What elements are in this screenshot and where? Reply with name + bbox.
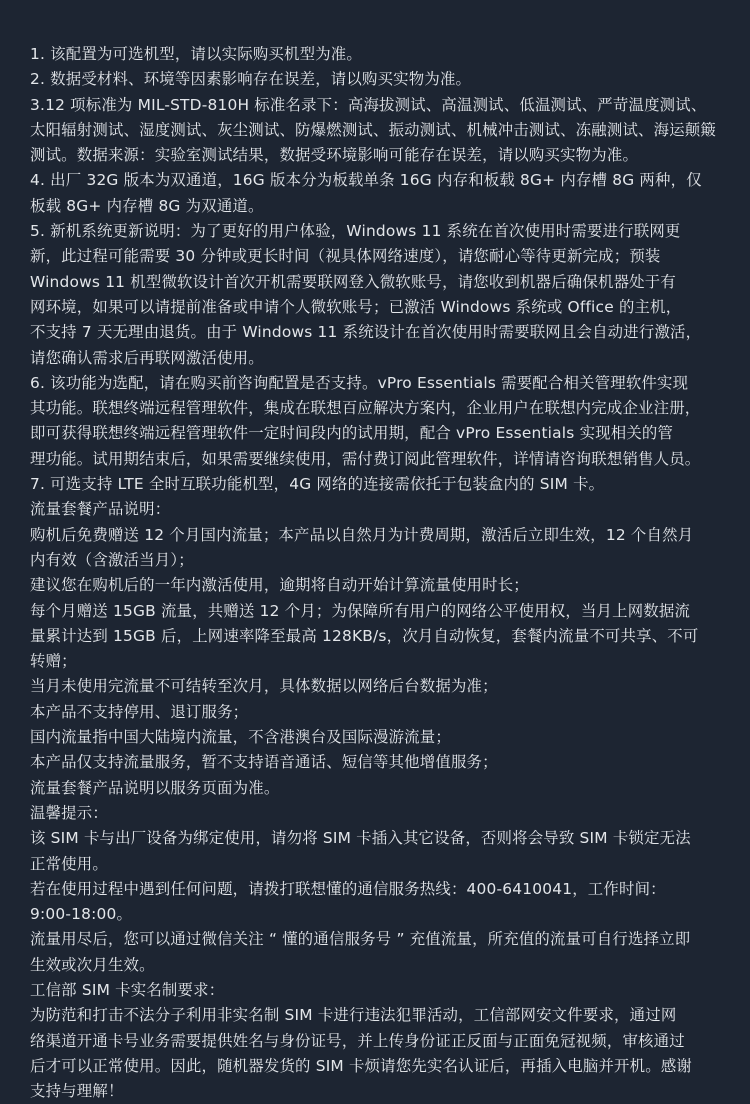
note-line: 后才可以正常使用。因此，随机器发货的 SIM 卡烦请您先实名认证后，再插入电脑并开机。感谢 [30,1056,692,1075]
note-line: 9:00-18:00。 [30,905,133,924]
note-line: 新，此过程可能需要 30 分钟或更长时间（视具体网络速度），请您耐心等待更新完成；预装 [30,247,661,266]
note-line: 流量套餐产品说明以服务页面为准。 [30,778,280,797]
note-line: 不支持 7 天无理由退货。由于 Windows 11 系统设计在首次使用时需要联网且会自动进行激活， [30,323,702,342]
note-line: 生效或次月生效。 [30,955,155,974]
note-line: 该 SIM 卡与出厂设备为绑定使用，请勿将 SIM 卡插入其它设备，否则将会导致 SIM 卡锁定无法 [30,829,691,848]
note-line: 4. 出厂 32G 版本为双通道，16G 版本分为板载单条 16G 内存和板载 8G+ 内存槽 8G 两种，仅 [30,171,702,190]
note-line: 当月未使用完流量不可结转至次月，具体数据以网络后台数据为准； [30,677,498,696]
note-line: 建议您在购机后的一年内激活使用，逾期将自动开始计算流量使用时长； [30,576,529,595]
note-line: 测试。数据来源：实验室测试结果，数据受环境影响可能存在误差，请以购买实物为准。 [30,146,639,165]
note-line: 即可获得联想终端远程管理软件一定时间段内的试用期，配合 vPro Essentials 实现相关的管 [30,424,674,443]
note-line: 转赠； [30,652,77,671]
note-line: 工信部 SIM 卡实名制要求： [30,980,225,999]
note-line: 本产品仅支持流量服务，暂不支持语音通话、短信等其他增值服务； [30,753,498,772]
note-line: 5. 新机系统更新说明：为了更好的用户体验，Windows 11 系统在首次使用时需要进行联网更 [30,222,681,241]
note-line: 6. 该功能为选配，请在购买前咨询配置是否支持。vPro Essentials 需要配合相关管理软件实现 [30,373,689,392]
note-line: 国内流量指中国大陆境内流量，不含港澳台及国际漫游流量； [30,728,451,747]
note-line: 每个月赠送 15GB 流量，共赠送 12 个月；为保障所有用户的网络公平使用权，当月上网数据流 [30,601,691,620]
note-line: 请您确认需求后再联网激活使用。 [30,348,264,367]
note-line: 正常使用。 [30,854,108,873]
note-line: 购机后免费赠送 12 个月国内流量；本产品以自然月为计费周期，激活后立即生效，12 个自然月 [30,525,694,544]
note-line: 络渠道开通卡号业务需要提供姓名与身份证号，并上传身份证正反面与正面免冠视频，审核通过 [30,1031,685,1050]
note-line: 量累计达到 15GB 后，上网速率降至最高 128KB/s，次月自动恢复，套餐内流量不可共享、不可 [30,626,699,645]
note-line: 1. 该配置为可选机型，请以实际购买机型为准。 [30,45,362,63]
note-line: 温馨提示： [30,803,108,822]
note-line: 支持与理解！ [30,1082,124,1101]
note-line: Windows 11 机型微软设计首次开机需要联网登入微软账号，请您收到机器后确保机器处于有 [30,272,676,291]
note-line: 其功能。联想终端远程管理软件，集成在联想百应解决方案内，企业用户在联想内完成企业注册， [30,399,701,418]
note-line: 流量用尽后，您可以通过微信关注 “ 懂的通信服务号 ” 充值流量，所充值的流量可自行选择立即 [30,930,691,949]
note-line: 若在使用过程中遇到任何问题，请拨打联想懂的通信服务热线：400-6410041，工作时间： [30,879,666,898]
note-line: 板载 8G+ 内存槽 8G 为双通道。 [30,196,264,215]
note-line: 3.12 项标准为 MIL-STD-810H 标准名录下：高海拔测试、高温测试、低温测试、严苛温度测试、 [30,95,707,114]
note-line: 流量套餐产品说明： [30,500,171,519]
note-line: 网环境，如果可以请提前准备或申请个人微软账号；已激活 Windows 系统或 Office 的主机， [30,297,682,316]
note-line: 太阳辐射测试、湿度测试、灰尘测试、防爆燃测试、振动测试、机械冲击测试、冻融测试、海运颠簸 [30,120,716,139]
note-line: 2. 数据受材料、环境等因素影响存在误差，请以购买实物为准。 [30,70,472,89]
note-line: 内有效（含激活当月）； [30,550,194,569]
note-line: 7. 可选支持 LTE 全时互联功能机型，4G 网络的连接需依托于包装盒内的 SIM 卡。 [30,475,605,494]
note-line: 理功能。试用期结束后，如果需要继续使用，需付费订阅此管理软件，详情请咨询联想销售人员。 [30,449,701,468]
note-line: 为防范和打击不法分子利用非实名制 SIM 卡进行违法犯罪活动，工信部网安文件要求，通过网 [30,1006,677,1025]
note-line: 本产品不支持停用、退订服务； [30,702,249,721]
